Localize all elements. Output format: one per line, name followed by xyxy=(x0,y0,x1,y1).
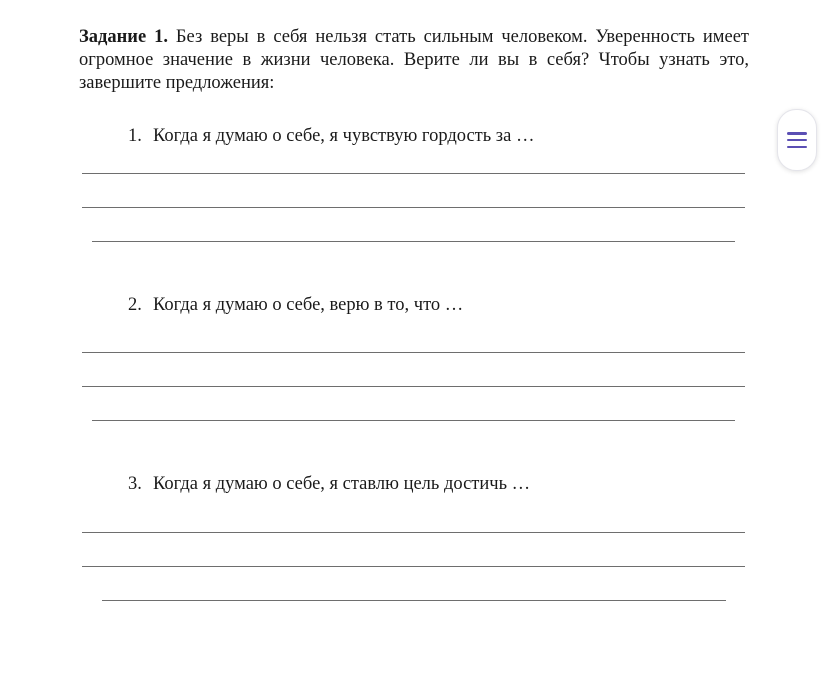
hamburger-menu-icon xyxy=(787,132,807,148)
answer-line[interactable] xyxy=(102,600,726,601)
item-number: 3. xyxy=(128,474,142,494)
task-text: Без веры в себя нельзя стать сильным человеком. Уверенность имеет огромное значение в жизни человека. Верите ли вы в себя? Чтобы узнать это, завершите предложения: xyxy=(79,27,749,93)
item-number: 1. xyxy=(128,126,142,146)
answer-line[interactable] xyxy=(82,386,745,387)
answer-line[interactable] xyxy=(82,173,745,174)
answer-line[interactable] xyxy=(82,352,745,353)
answer-line[interactable] xyxy=(92,241,735,242)
answer-line[interactable] xyxy=(92,420,735,421)
task-title: Задание 1. xyxy=(79,27,168,47)
menu-button[interactable] xyxy=(777,109,817,171)
item-text: Когда я думаю о себе, я чувствую гордость за … xyxy=(153,126,535,146)
answer-line[interactable] xyxy=(82,207,745,208)
item-text: Когда я думаю о себе, я ставлю цель достичь … xyxy=(153,474,531,494)
task-paragraph xyxy=(79,26,749,95)
sentence-item-2 xyxy=(128,294,463,316)
answer-line[interactable] xyxy=(82,532,745,533)
answer-line[interactable] xyxy=(82,566,745,567)
sentence-item-1 xyxy=(128,125,534,147)
item-number: 2. xyxy=(128,295,142,315)
sentence-item-3 xyxy=(128,473,530,495)
item-text: Когда я думаю о себе, верю в то, что … xyxy=(153,295,464,315)
